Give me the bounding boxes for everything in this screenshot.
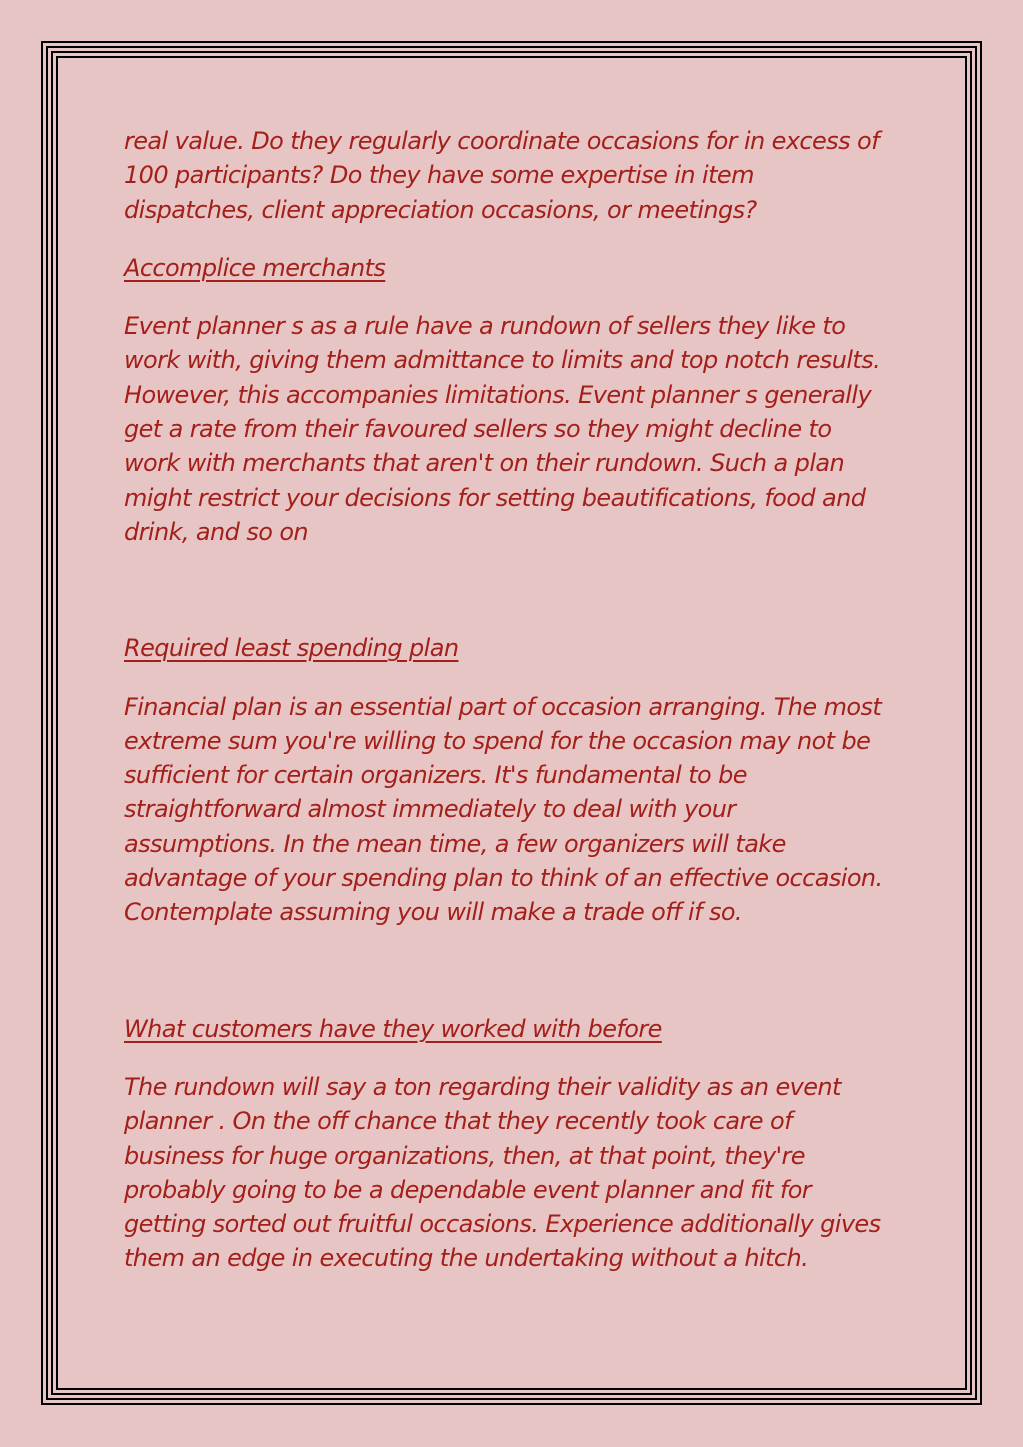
document-body: [124, 124, 914, 1276]
intro-paragraph: real value. Do they regularly coordinate occasions for in excess of 100 participants? Do they have some expertise in item dispatches, client appreciation occasions, or meetings?: [124, 127, 879, 224]
heading-accomplice-merchants: Accomplice merchants: [124, 253, 386, 282]
budget-paragraph: Financial plan is an essential part of occasion arranging. The most extreme sum you're willing to spend for the occasion may not be sufficient for certain organizers. It's fundamental to be straightforward almost immediately to deal with your assumptions. In the mean time, a few organizers will take advantage of your spending plan to think of an effective occasion. Contemplate assuming you will make a trade off if so.: [124, 692, 883, 927]
heading-what-customers: What customers have they worked with before: [124, 1014, 662, 1043]
clients-paragraph: The rundown will say a ton regarding their validity as an event planner . On the off chance that they recently took care of business for huge organizations, then, at that point, they're probably going to be a dependable event planner and fit for getting sorted out fruitful occasions. Experience additionally gives them an edge in executing the undertaking without a hitch.: [124, 1072, 881, 1273]
vendors-paragraph: Event planner s as a rule have a rundown of sellers they like to work with, giving them admittance to limits and top notch results. However, this accompanies limitations. Event planner s generally get a rate from their favoured sellers so they might decline to work with merchants that aren't on their rundown. Such a plan might restrict your decisions for setting beautifications, food and drink, and so on: [124, 312, 881, 546]
heading-required-least-spending-plan: Required least spending plan: [124, 634, 459, 663]
